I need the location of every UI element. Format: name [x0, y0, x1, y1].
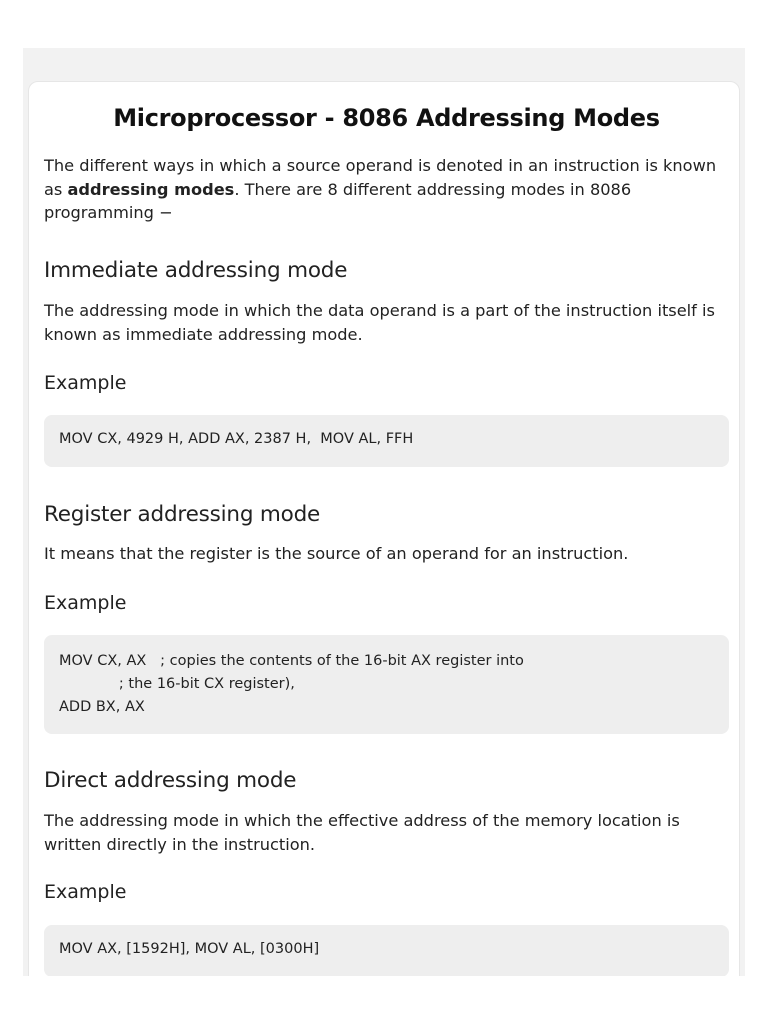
page-title: Microprocessor - 8086 Addressing Modes [113, 104, 660, 132]
example-label-immediate: Example [44, 372, 127, 394]
page-frame [23, 48, 745, 976]
code-block-direct: MOV AX, [1592H], MOV AL, [0300H] [44, 925, 729, 976]
example-label-direct: Example [44, 881, 127, 903]
intro-paragraph [44, 154, 729, 225]
intro-text-end: . There are 8 different addressing modes in 8086 programming − [44, 179, 632, 222]
code-block-immediate: MOV CX, 4929 H, ADD AX, 2387 H, MOV AL, FFH [44, 415, 729, 467]
section-description-immediate: The addressing mode in which the data operand is a part of the instruction itself is known as immediate addressing mode. [44, 301, 715, 344]
article-card [28, 81, 740, 976]
section-description-direct: The addressing mode in which the effective address of the memory location is written directly in the instruction. [44, 811, 680, 854]
intro-bold-term: addressing modes [67, 179, 235, 199]
section-heading-direct: Direct addressing mode [44, 768, 297, 793]
intro-text-start: The different ways in which a source operand is denoted in an instruction is known as [44, 156, 717, 199]
section-heading-immediate: Immediate addressing mode [44, 258, 348, 283]
section-description-register: It means that the register is the source of an operand for an instruction. [44, 544, 629, 563]
code-block-register: MOV CX, AX ; copies the contents of the 16-bit AX register into ; the 16-bit CX register), ADD BX, AX [44, 635, 729, 734]
section-heading-register: Register addressing mode [44, 502, 321, 527]
example-label-register: Example [44, 592, 127, 614]
